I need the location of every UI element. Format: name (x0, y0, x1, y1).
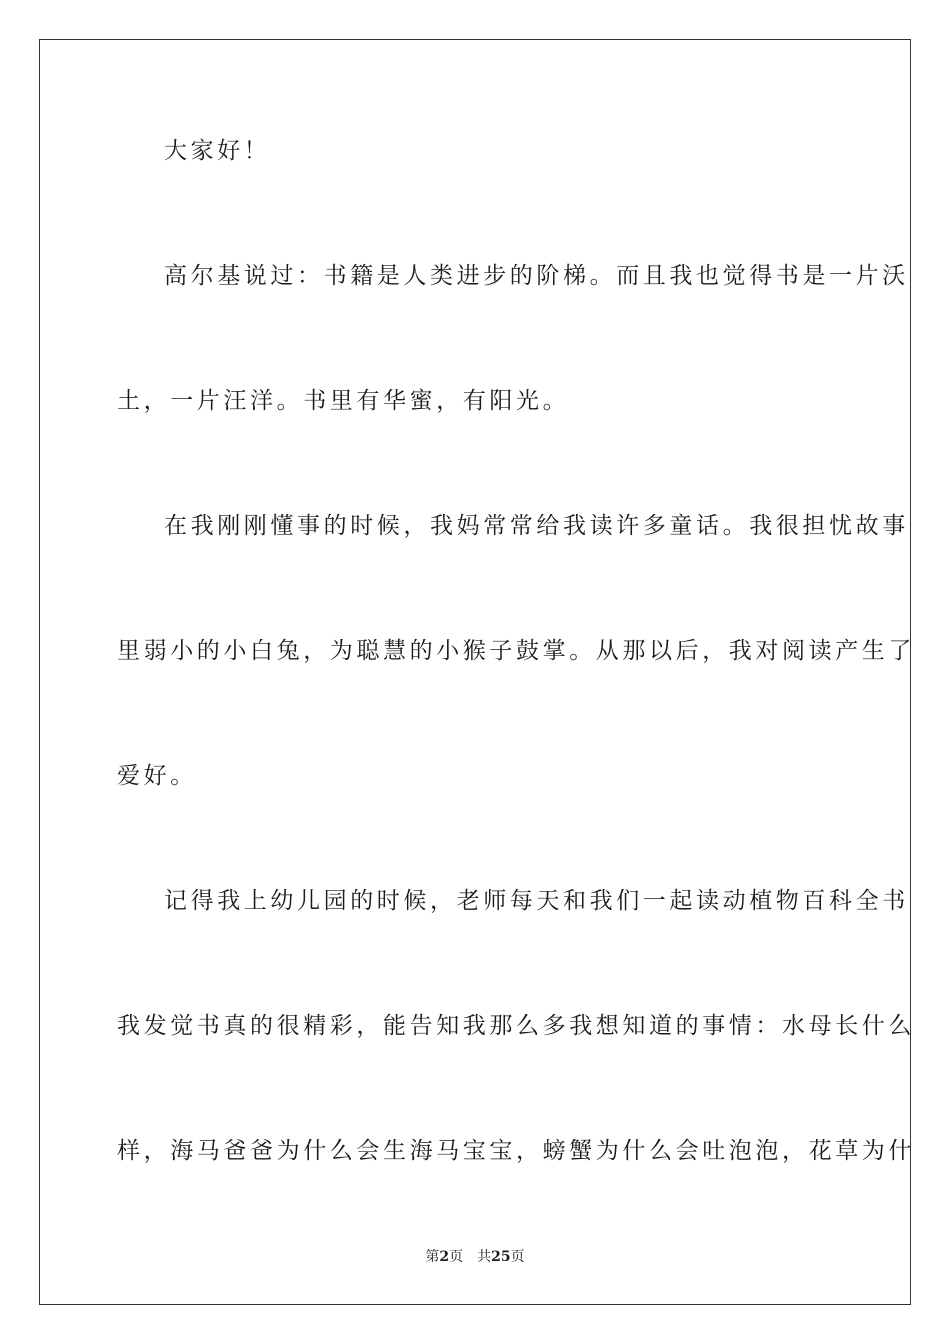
text-line: 高尔基说过：书籍是人类进步的阶梯。而且我也觉得书是一片沃 (164, 263, 909, 289)
text-line: 在我刚刚懂事的时候，我妈常常给我读许多童话。我很担忧故事 (164, 513, 909, 539)
text-line: 我发觉书真的很精彩，能告知我那么多我想知道的事情：水母长什么 (117, 1013, 915, 1039)
text-line-greeting: 大家好！ (164, 138, 271, 164)
total-pages: 25 (491, 1249, 511, 1265)
page-prefix: 第 (425, 1249, 440, 1265)
page-suffix: 页 (449, 1249, 464, 1265)
text-line: 土，一片汪洋。书里有华蜜，有阳光。 (117, 388, 570, 414)
text-line: 样，海马爸爸为什么会生海马宝宝，螃蟹为什么会吐泡泡，花草为什 (117, 1138, 915, 1164)
total-prefix: 共 (477, 1249, 492, 1265)
text-line: 记得我上幼儿园的时候，老师每天和我们一起读动植物百科全书 (164, 888, 909, 914)
page-border (39, 39, 915, 1305)
page-number: 2 (439, 1249, 450, 1265)
total-suffix: 页 (510, 1249, 525, 1265)
page-footer (0, 1248, 950, 1266)
text-line: 爱好。 (117, 763, 197, 789)
text-line: 里弱小的小白兔，为聪慧的小猴子鼓掌。从那以后，我对阅读产生了 (117, 638, 915, 664)
